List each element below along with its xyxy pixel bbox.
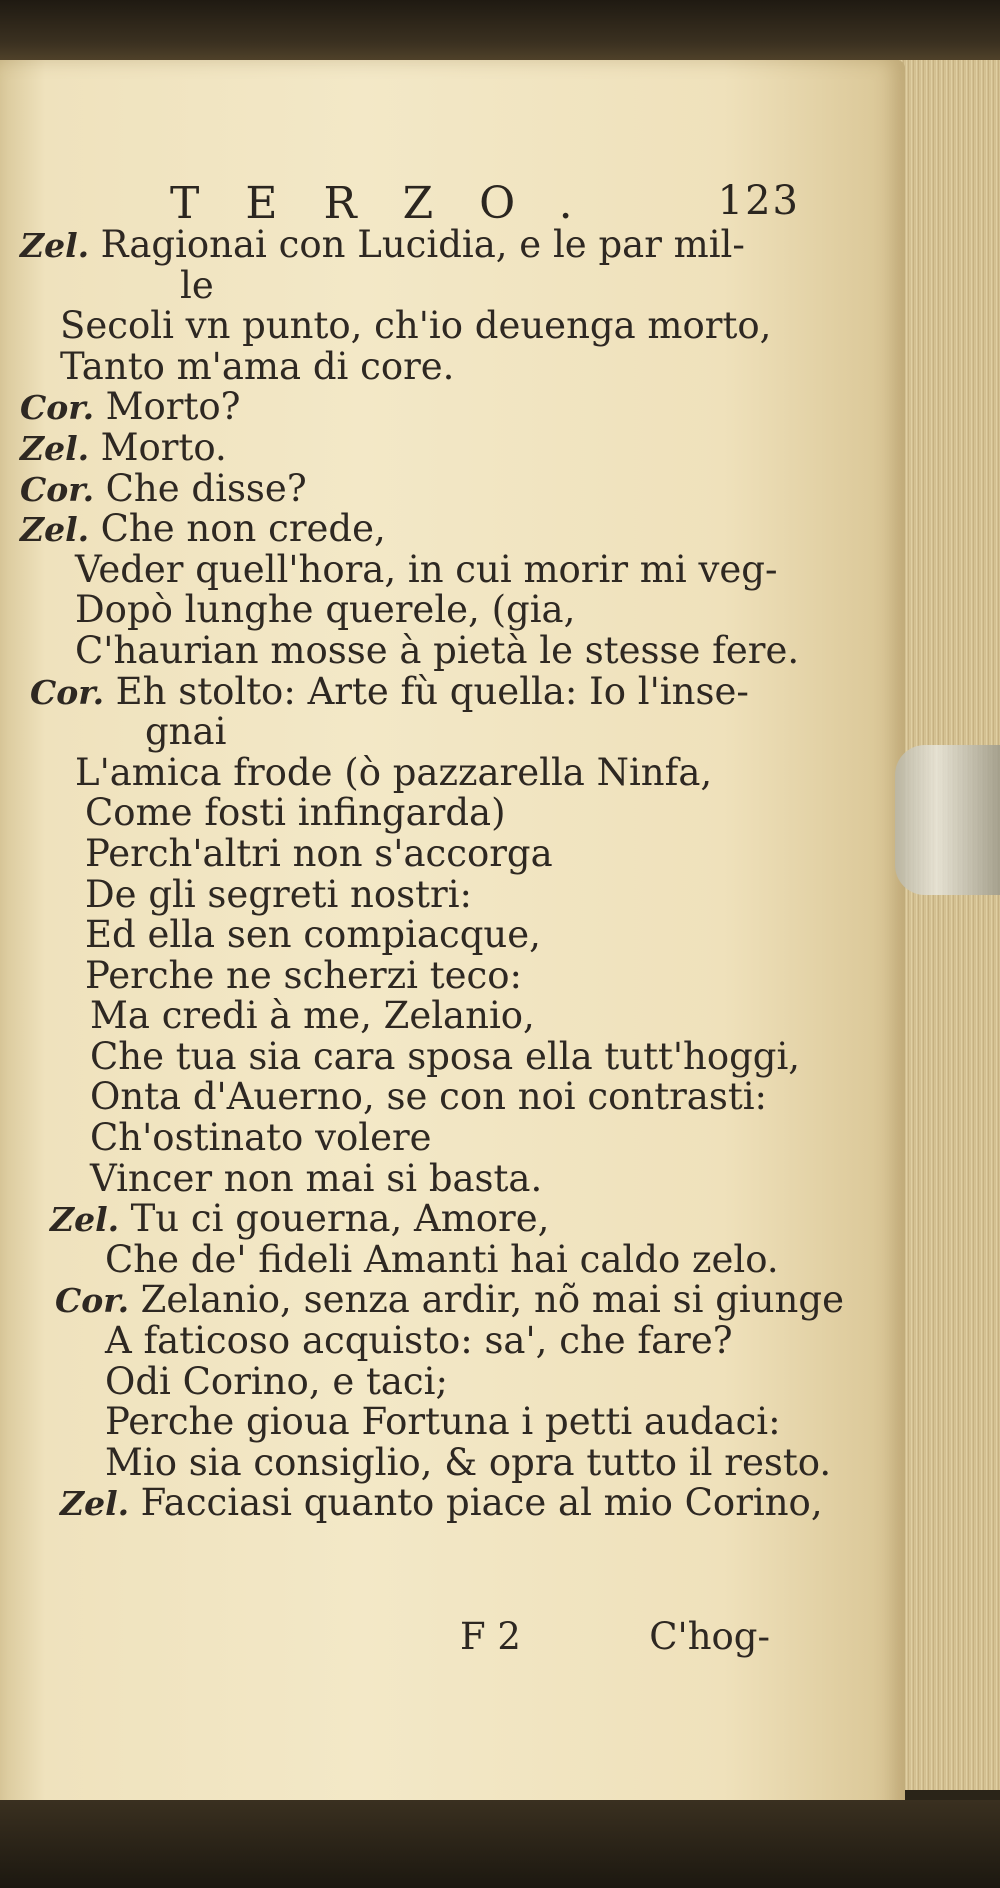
verse-text: Ragionai con Lucidia, e le par mil-: [100, 223, 745, 266]
speaker-label: Cor.: [55, 1281, 141, 1321]
verse-text: Dopò lunghe querele, (gia,: [75, 588, 576, 632]
speaker-label: Zel.: [60, 1484, 141, 1524]
verse-text: Ed ella sen compiacque,: [85, 913, 541, 957]
text-line: [20, 1359, 820, 1403]
speaker-label: Cor.: [20, 469, 106, 509]
catchword: C'hog-: [649, 1615, 770, 1658]
text-line: [20, 793, 820, 834]
speaker-label: Zel.: [20, 510, 101, 550]
text-line: [20, 872, 820, 916]
verse-text: Onta d'Auerno, se con noi contrasti:: [90, 1075, 768, 1119]
text-line: [20, 1156, 820, 1200]
verse-text: Tanto m'ama di core.: [60, 344, 455, 388]
text-line: [20, 712, 820, 753]
verse-text: Perche gioua Fortuna i petti audaci:: [105, 1400, 781, 1444]
verse-text: Ma credi à me, Zelanio,: [90, 994, 535, 1038]
page-number: 123: [717, 178, 800, 224]
text-line: [20, 1278, 844, 1322]
verse-text: Mio sia consiglio, & opra tutto il resto.: [105, 1440, 832, 1484]
text-line: [20, 344, 820, 388]
verse-text: Che de' fideli Amanti hai caldo zelo.: [105, 1237, 779, 1281]
text-line: [20, 1199, 820, 1240]
verse-text: Che disse?: [105, 466, 307, 510]
verse-text: C'haurian mosse à pietà le stesse fere.: [75, 628, 800, 672]
speaker-label: Zel.: [50, 1200, 131, 1240]
page-clip: [895, 745, 1000, 895]
book-page: [0, 60, 905, 1830]
verse-text: Come fosti infingarda): [85, 791, 506, 835]
text-line: [20, 1034, 820, 1078]
verse-text: Odi Corino, e taci;: [105, 1359, 448, 1403]
verse-text: Secoli vn punto, ch'io deuenga morto,: [60, 304, 772, 348]
speaker-label: Zel.: [20, 428, 101, 468]
text-line: [20, 1077, 820, 1118]
text-line: [20, 1402, 820, 1443]
text-line: [20, 225, 820, 266]
verse-text: Morto.: [100, 425, 227, 469]
text-line: [20, 915, 820, 956]
verse-text: Tu ci gouerna, Amore,: [130, 1197, 550, 1241]
running-title: TERZO.: [170, 178, 619, 229]
text-line: [20, 466, 820, 510]
verse-text: De gli segreti nostri:: [85, 872, 473, 916]
text-line: [20, 1237, 820, 1281]
verse-text: Che non crede,: [100, 507, 386, 551]
verse-text: Che tua sia cara sposa ella tutt'hoggi,: [90, 1034, 801, 1078]
verse-text: le: [180, 263, 214, 307]
speaker-label: Zel.: [20, 226, 101, 265]
verse-text: Facciasi quanto piace al mio Corino,: [140, 1481, 823, 1525]
text-line: [20, 590, 820, 631]
speaker-label: Cor.: [30, 672, 116, 712]
text-line: [20, 1118, 820, 1159]
verse-text: Perche ne scherzi teco:: [85, 953, 522, 997]
text-line: [20, 750, 820, 794]
text-line: [20, 509, 820, 550]
verse-text: A faticoso acquisto: sa', che fare?: [105, 1319, 733, 1363]
text-line: [20, 425, 820, 469]
verse-text: Morto?: [105, 385, 241, 429]
page-footer: [460, 1615, 830, 1665]
text-line: [20, 547, 820, 591]
text-line: [20, 1440, 832, 1484]
verse-text: L'amica frode (ò pazzarella Ninfa,: [75, 750, 713, 794]
bottom-shadow: [0, 1800, 1000, 1888]
text-line: [20, 953, 820, 997]
speaker-label: Cor.: [20, 388, 106, 428]
verse-text: Perch'altri non s'accorga: [85, 831, 553, 875]
text-line: [20, 1481, 823, 1525]
verse-text: Veder quell'hora, in cui morir mi veg-: [75, 547, 778, 591]
text-line: [20, 306, 820, 347]
text-line: [20, 669, 820, 713]
signature-mark: F 2: [460, 1615, 521, 1658]
text-line: [20, 996, 820, 1037]
verse-text: Vincer non mai si basta.: [90, 1156, 543, 1200]
text-block: [20, 223, 844, 1525]
verse-text: Ch'ostinato volere: [90, 1116, 432, 1160]
text-line: [20, 628, 820, 672]
verse-text: Eh stolto: Arte fù quella: Io l'inse-: [115, 669, 749, 713]
text-line: [20, 263, 820, 307]
verse-text: Zelanio, senza ardir, nõ mai si giunge: [140, 1278, 844, 1322]
verse-text: gnai: [145, 710, 227, 754]
text-line: [20, 831, 820, 875]
text-line: [20, 1321, 820, 1362]
text-line: [20, 387, 820, 428]
